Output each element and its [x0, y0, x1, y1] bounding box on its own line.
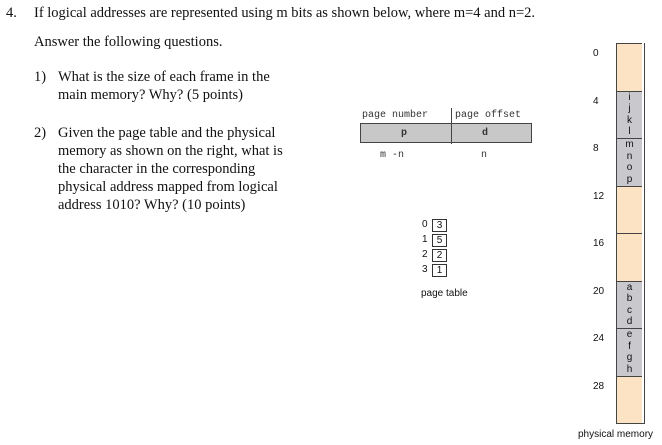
- memory-frame: [617, 328, 642, 376]
- memory-frame: [617, 376, 642, 424]
- page-number-label: page number: [362, 110, 429, 121]
- memory-frame: [617, 233, 642, 281]
- page-table-caption: page table: [421, 288, 468, 299]
- frame-address: 24: [593, 333, 605, 344]
- memory-char: d: [626, 316, 633, 327]
- memory-char: g: [626, 352, 633, 363]
- p-bits: m -n: [380, 150, 405, 161]
- page-table-entry: 5: [432, 234, 447, 247]
- logical-address-format: [360, 123, 532, 143]
- memory-char: l: [628, 126, 631, 137]
- memory-char: p: [626, 173, 633, 185]
- question-stem: If logical addresses are represented using m bits as shown below, where m=4 and n=2.: [34, 5, 536, 21]
- page-index: 1: [422, 234, 428, 245]
- page-offset-label: page offset: [455, 110, 522, 121]
- memory-char: m: [625, 139, 634, 150]
- memory-char: o: [626, 162, 633, 173]
- memory-char: e: [626, 329, 633, 340]
- frame-address: 20: [593, 285, 605, 297]
- memory-frame: [617, 281, 642, 329]
- memory-frame: [617, 186, 642, 234]
- item-number: 2): [34, 125, 47, 141]
- memory-char: c: [627, 304, 632, 316]
- page-table-entry: 3: [432, 219, 447, 232]
- instruction: Answer the following questions.: [34, 34, 223, 50]
- d-bits: n: [481, 150, 488, 161]
- memory-char: n: [626, 150, 633, 162]
- frame-address: 0: [593, 48, 599, 59]
- item-text-line: main memory? Why? (5 points): [58, 87, 243, 103]
- memory-char: a: [626, 281, 633, 293]
- divider: [451, 108, 452, 144]
- memory-frame: [617, 43, 642, 91]
- memory-frame: [617, 138, 642, 186]
- physical-memory-caption: physical memory: [578, 429, 654, 440]
- frame-address: 4: [593, 95, 599, 107]
- item-text-line: the character in the corresponding: [58, 161, 256, 177]
- item-text-line: physical address mapped from logical: [58, 179, 278, 195]
- frame-address: 12: [593, 190, 605, 202]
- memory-char: k: [627, 114, 632, 126]
- page-table-entry: 1: [432, 264, 447, 277]
- item-text-line: Given the page table and the physical: [58, 125, 276, 141]
- memory-char: h: [626, 363, 633, 375]
- page-index: 2: [422, 249, 428, 260]
- item-text-line: memory as shown on the right, what is: [58, 143, 283, 159]
- memory-char: f: [628, 340, 631, 352]
- frame-address: 8: [593, 143, 599, 154]
- frame-address: 16: [593, 238, 605, 249]
- p-field: p: [401, 128, 408, 139]
- frame-address: 28: [593, 380, 605, 392]
- item-text-line: address 1010? Why? (10 points): [58, 197, 246, 213]
- question-number: 4.: [6, 5, 17, 21]
- memory-frame: [617, 91, 642, 139]
- page-table-entry: 2: [432, 249, 447, 262]
- item-number: 1): [34, 69, 47, 85]
- d-field: d: [482, 128, 489, 139]
- memory-char: j: [628, 103, 631, 114]
- page-index: 3: [422, 264, 428, 275]
- memory-char: b: [626, 293, 633, 304]
- item-text-line: What is the size of each frame in the: [58, 69, 270, 85]
- memory-char: i: [628, 91, 631, 103]
- page-index: 0: [422, 219, 428, 230]
